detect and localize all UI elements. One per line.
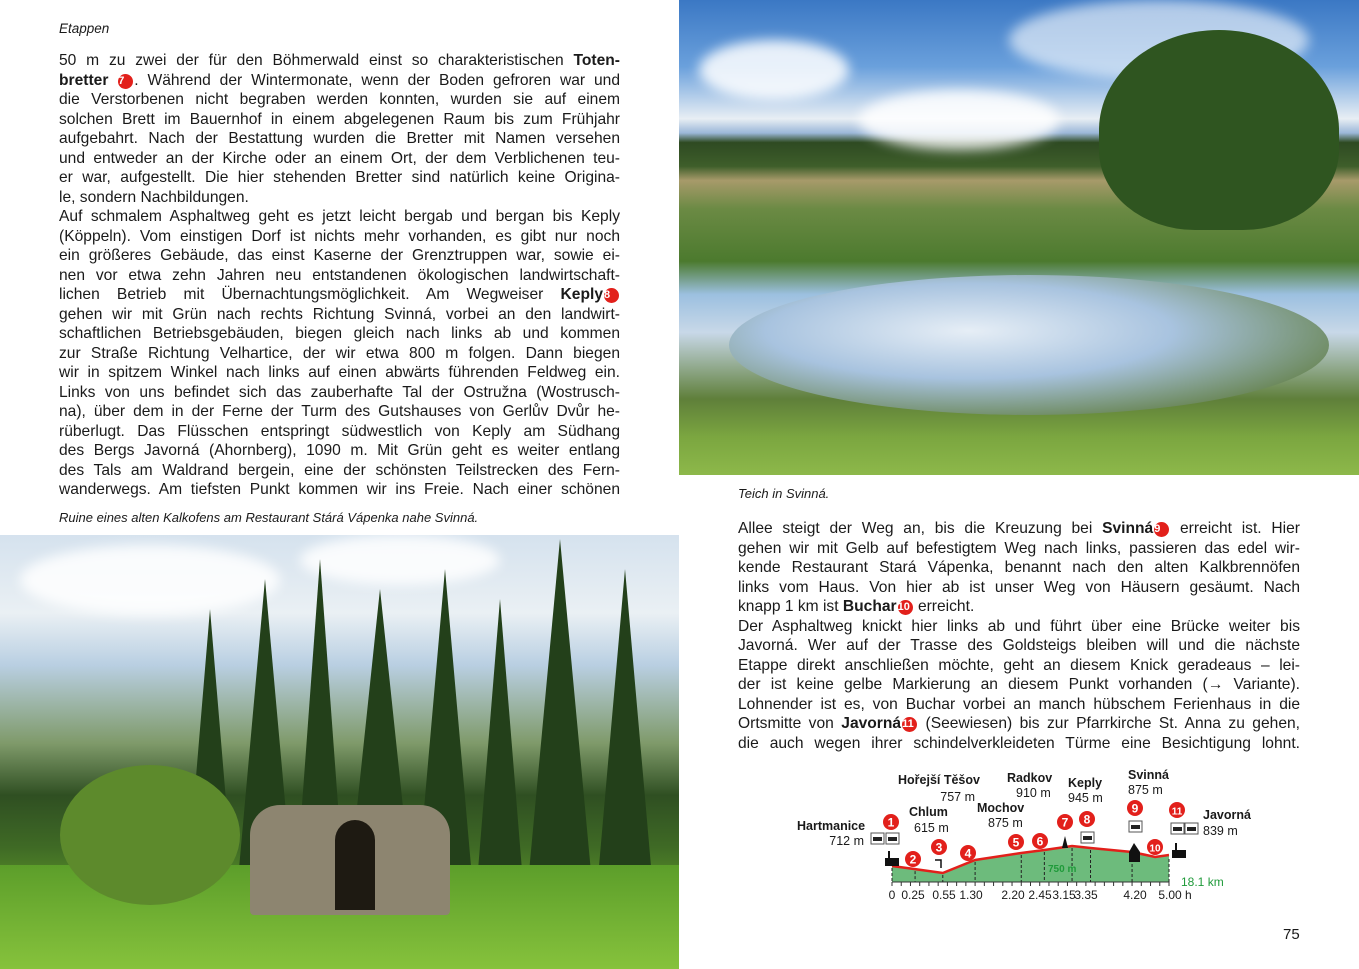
distance-label: 18.1 km — [1181, 875, 1224, 889]
body-text: Ortsmitte von — [738, 715, 842, 732]
body-text: die auch wegen ihrer schindelverkleideten Türme eine Besichtigung lohnt. — [738, 734, 1300, 752]
time-tick-label: 3.15 — [1052, 888, 1076, 902]
place-elev: 839 m — [1203, 824, 1238, 838]
church-icon — [885, 858, 899, 866]
place-elev: 757 m — [940, 790, 975, 804]
bold-place-name: Javorná — [841, 715, 902, 732]
left-photo-caption: Ruine eines alten Kalkofens am Restaurant Stárá Vápenka nahe Svinná. — [59, 510, 479, 525]
time-tick-label: 0.55 — [932, 888, 956, 902]
body-text: (Köppeln). Vom einstigen Dorf ist nichts mehr vorhanden, es gibt nur noch — [59, 227, 620, 245]
waypoint-number: 8 — [1083, 812, 1091, 827]
waypoint-number: 6 — [1036, 834, 1044, 849]
running-header: Etappen — [59, 21, 110, 36]
body-text: (Seewiesen) bis zur Pfarrkirche St. Anna zu gehen, — [918, 715, 1300, 732]
body-text: gehen wir mit Gelb auf befestigtem Weg nach links, passieren das edel wir- — [738, 539, 1300, 557]
place-elev: 945 m — [1068, 791, 1103, 805]
church-icon — [1172, 850, 1186, 858]
body-text: Javorná. Wer auf der Trasse des Goldsteigs bleiben will und die nächste — [738, 637, 1300, 654]
body-text: na), über dem in der Ferne der Turm des Gutshauses von Gerlův Dvůr he- — [59, 403, 620, 420]
bold-place-name: Buchar — [842, 598, 897, 615]
place-name: Chlum — [909, 805, 948, 819]
waypoint-number: 10 — [1149, 843, 1161, 855]
body-text: rüberlugt. Das Flüsschen entspringt südwestlich von Keply am Südhang — [59, 422, 620, 440]
body-text: le, sondern Nachbildungen. — [59, 188, 249, 206]
waypoint-number: 5 — [1012, 835, 1020, 850]
body-text: lichen Betrieb mit Übernachtungsmöglichkeit. Am Wegweiser — [59, 286, 561, 303]
bus-icon-glyph — [873, 837, 882, 841]
body-text: der ist keine gelbe Markierung an diesem Punkt vorhanden (→ Variante). — [738, 676, 1300, 693]
reference-elevation-label: 750 m — [1048, 864, 1077, 875]
body-text: Allee steigt der Weg an, bis die Kreuzung bei — [738, 520, 1103, 537]
bed-icon-glyph — [1083, 836, 1092, 840]
body-text: zur Straße Richtung Velhartice, der wir etwa 800 m folgen. Dann biegen — [59, 344, 620, 362]
body-text: aufgebahrt. Nach der Bestattung wurden die Bretter mit Namen versehen — [59, 130, 620, 147]
church-icon-tower — [1175, 843, 1177, 851]
place-elev: 910 m — [1016, 786, 1051, 800]
bus-icon-glyph — [1173, 827, 1182, 831]
waypoint-number: 11 — [1171, 806, 1183, 818]
place-name: Hartmanice — [797, 819, 866, 833]
body-text: die Verstorbenen nicht begraben werden konnten, wurden sie auf einem — [59, 91, 620, 108]
waypoint-number: 3 — [935, 840, 943, 855]
waypoint-number: 7 — [1061, 815, 1069, 830]
place-name: Radkov — [1007, 771, 1053, 785]
body-text: wanderwegs. Am tiefsten Punkt kommen wir ins Freie. Nach einer schönen — [59, 481, 620, 498]
bed-icon-glyph — [888, 837, 897, 841]
place-name: Keply — [1068, 776, 1103, 790]
place-name: Javorná — [1203, 808, 1251, 822]
time-tick-label: 3.35 — [1074, 888, 1098, 902]
bed-icon-glyph — [1131, 825, 1140, 829]
body-text: schaftlichen Betriebsgebäuden, biegen gleich nach links ab und kommen — [59, 325, 620, 342]
church-icon-tower — [888, 851, 890, 859]
turn-sign-icon — [935, 860, 941, 868]
place-elev: 615 m — [914, 821, 949, 835]
body-text: knapp 1 km ist — [738, 598, 843, 615]
place-name: Svinná — [1128, 768, 1169, 782]
waypoint-number: 4 — [964, 846, 972, 861]
time-tick-label: 1.30 — [959, 888, 983, 902]
time-tick-label: 0.25 — [901, 888, 925, 902]
wayside-shrine-icon — [1062, 836, 1068, 848]
body-text: Lohnender ist es, von Buchar vorbei an manch hübschem Ferienhaus in die — [738, 695, 1300, 713]
waypoint-number: 2 — [909, 852, 917, 867]
body-text: 50 m zu zwei der für den Böhmerwald einst so charakteristischen — [59, 52, 574, 69]
body-text: des Bergs Javorná (Ahornberg), 1090 m. Mit Grün geht es weiter entlang — [59, 442, 620, 459]
waypoint-badge: 11 — [902, 717, 917, 732]
body-text: erreicht. — [913, 598, 975, 615]
body-text: . Während der Wintermonate, wenn der Boden gefroren war und — [134, 71, 620, 89]
place-elev: 712 m — [829, 834, 864, 848]
right-photo-caption: Teich in Svinná. — [738, 486, 830, 501]
waypoint-badge: 10 — [898, 600, 913, 615]
body-text: wir in spitzem Winkel nach links auf einen abwärts führenden Feldweg ein. — [59, 364, 620, 381]
body-text: und entweder an der Kirche oder an einem Ort, der dem Verblichenen teu- — [59, 149, 620, 167]
place-name: Mochov — [977, 801, 1025, 815]
house-icon — [1129, 843, 1140, 862]
time-tick-label: 2.45 — [1028, 888, 1052, 902]
page-number: 75 — [1283, 926, 1300, 943]
body-text: gehen wir mit Grün nach rechts Richtung Svinná, vorbei an den landwirt- — [59, 305, 620, 323]
time-tick-label: 4.20 — [1123, 888, 1147, 902]
body-text: Etappe direkt anschließen möchte, geht an diesem Knick geradeaus – lei- — [738, 656, 1300, 674]
waypoint-number: 9 — [1131, 801, 1139, 816]
bold-place-name: bretter — [59, 71, 118, 89]
body-text: Links von uns befindet sich das zauberhafte Tal der Ostružna (Wostrusch- — [59, 383, 620, 401]
body-text: ein größeres Gebäude, das einst Kaserne der Grenztruppen war, sowie ei- — [59, 247, 620, 264]
bold-place-name: Keply — [560, 286, 603, 303]
bold-place-name: Toten- — [573, 52, 620, 69]
time-tick-label: 5.00 h — [1158, 888, 1192, 902]
waypoint-badge: 7 — [118, 74, 133, 89]
bold-place-name: Svinná — [1102, 520, 1154, 537]
body-text: Auf schmalem Asphaltweg geht es jetzt leicht bergab und bergan bis Keply — [59, 208, 620, 225]
place-elev: 875 m — [988, 816, 1023, 830]
place-name: Hořejší Těšov — [898, 773, 980, 787]
body-text: des Tals am Waldrand bergein, eine der schönsten Teilstrecken des Fern- — [59, 461, 620, 479]
waypoint-badge: 8 — [604, 288, 619, 303]
waypoint-badge: 9 — [1154, 522, 1169, 537]
time-tick-label: 0 — [888, 888, 896, 902]
time-tick-label: 2.20 — [1001, 888, 1025, 902]
waypoint-number: 1 — [887, 815, 895, 830]
body-text: solchen Brett im Bauernhof in einem abgelegenen Raum bis zum Frühjahr — [59, 110, 620, 128]
body-text: er war, aufgestellt. Die hier stehenden Bretter sind natürlich keine Origina- — [59, 169, 620, 186]
body-text: kende Restaurant Stará Vápenka, benannt nach den alten Kalkbrennöfen — [738, 559, 1300, 576]
body-text: erreicht ist. Hier — [1170, 520, 1300, 537]
body-text: Der Asphaltweg knickt hier links ab und führt über eine Brücke weiter bis — [738, 617, 1300, 635]
body-text: links vom Haus. Von hier ab ist unser Weg von Häusern gesäumt. Nach — [738, 578, 1300, 596]
bed-icon-glyph — [1187, 827, 1196, 831]
place-elev: 875 m — [1128, 783, 1163, 797]
body-text: nen vor etwa zehn Jahren neu entstandenen ökologischen landwirtschaft- — [59, 266, 620, 284]
